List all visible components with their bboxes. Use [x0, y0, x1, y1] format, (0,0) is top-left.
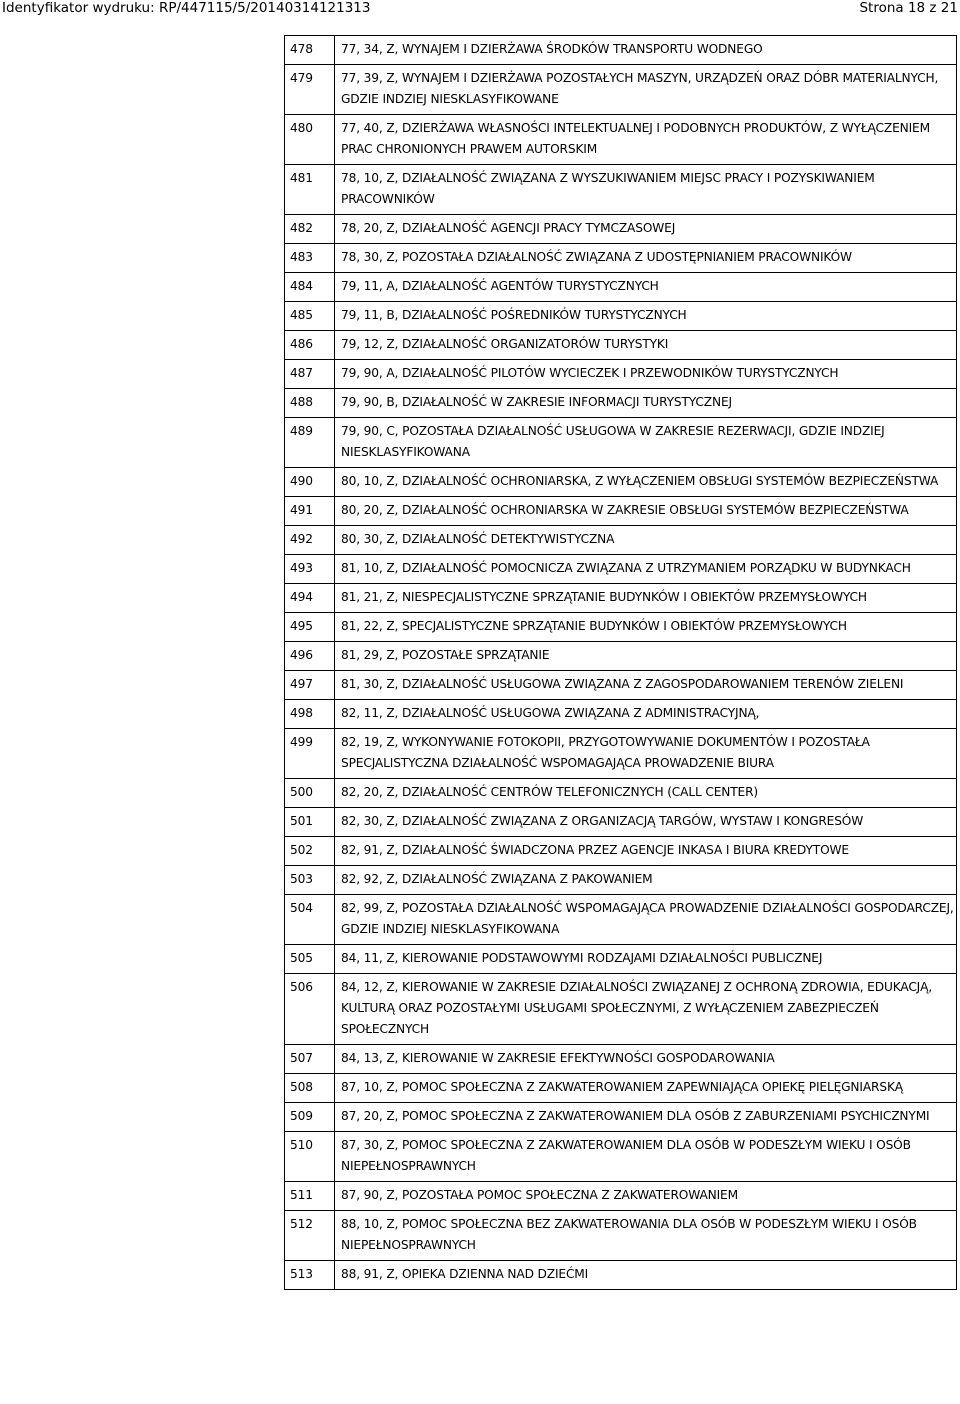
print-identifier: [2, 0, 371, 16]
row-description: 87, 20, Z, POMOC SPOŁECZNA Z ZAKWATEROWANIEM DLA OSÓB Z ZABURZENIAMI PSYCHICZNYMI: [335, 1103, 957, 1132]
table-row: [285, 36, 957, 65]
row-description: 78, 10, Z, DZIAŁALNOŚĆ ZWIĄZANA Z WYSZUKIWANIEM MIEJSC PRACY I POZYSKIWANIEM PRACOWNIKÓW: [335, 165, 957, 215]
table-row: [285, 945, 957, 974]
table-row: [285, 671, 957, 700]
table-row: [285, 1045, 957, 1074]
row-number: 509: [285, 1103, 335, 1132]
row-description: 87, 90, Z, POZOSTAŁA POMOC SPOŁECZNA Z ZAKWATEROWANIEM: [335, 1182, 957, 1211]
row-number: 491: [285, 497, 335, 526]
page-number: [859, 0, 958, 16]
table-row: [285, 526, 957, 555]
row-number: 500: [285, 779, 335, 808]
row-number: 504: [285, 895, 335, 945]
row-number: 496: [285, 642, 335, 671]
row-description: 87, 30, Z, POMOC SPOŁECZNA Z ZAKWATEROWANIEM DLA OSÓB W PODESZŁYM WIEKU I OSÓB NIEPEŁNOSPRAWNYCH: [335, 1132, 957, 1182]
table-row: [285, 1182, 957, 1211]
row-number: 495: [285, 613, 335, 642]
row-description: 87, 10, Z, POMOC SPOŁECZNA Z ZAKWATEROWANIEM ZAPEWNIAJĄCA OPIEKĘ PIELĘGNIARSKĄ: [335, 1074, 957, 1103]
row-description: 88, 10, Z, POMOC SPOŁECZNA BEZ ZAKWATEROWANIA DLA OSÓB W PODESZŁYM WIEKU I OSÓB NIEPEŁNOSPRAWNYCH: [335, 1211, 957, 1261]
table-row: [285, 729, 957, 779]
table-row: [285, 1074, 957, 1103]
row-description: 84, 11, Z, KIEROWANIE PODSTAWOWYMI RODZAJAMI DZIAŁALNOŚCI PUBLICZNEJ: [335, 945, 957, 974]
row-number: 486: [285, 331, 335, 360]
row-number: 512: [285, 1211, 335, 1261]
page-header: [0, 0, 960, 20]
row-number: 494: [285, 584, 335, 613]
row-number: 505: [285, 945, 335, 974]
row-description: 84, 13, Z, KIEROWANIE W ZAKRESIE EFEKTYWNOŚCI GOSPODAROWANIA: [335, 1045, 957, 1074]
row-description: 82, 92, Z, DZIAŁALNOŚĆ ZWIĄZANA Z PAKOWANIEM: [335, 866, 957, 895]
row-description: 88, 91, Z, OPIEKA DZIENNA NAD DZIEĆMI: [335, 1261, 957, 1290]
table-row: [285, 1132, 957, 1182]
row-number: 481: [285, 165, 335, 215]
table-row: [285, 115, 957, 165]
row-description: 79, 90, C, POZOSTAŁA DZIAŁALNOŚĆ USŁUGOWA W ZAKRESIE REZERWACJI, GDZIE INDZIEJ NIESKLASYFIKOWANA: [335, 418, 957, 468]
table-row: [285, 165, 957, 215]
table-row: [285, 215, 957, 244]
row-description: 78, 20, Z, DZIAŁALNOŚĆ AGENCJI PRACY TYMCZASOWEJ: [335, 215, 957, 244]
table-row: [285, 389, 957, 418]
row-description: 79, 11, B, DZIAŁALNOŚĆ POŚREDNIKÓW TURYSTYCZNYCH: [335, 302, 957, 331]
row-number: 480: [285, 115, 335, 165]
row-description: 82, 20, Z, DZIAŁALNOŚĆ CENTRÓW TELEFONICZNYCH (CALL CENTER): [335, 779, 957, 808]
row-description: 80, 10, Z, DZIAŁALNOŚĆ OCHRONIARSKA, Z WYŁĄCZENIEM OBSŁUGI SYSTEMÓW BEZPIECZEŃSTWA: [335, 468, 957, 497]
row-description: 79, 90, B, DZIAŁALNOŚĆ W ZAKRESIE INFORMACJI TURYSTYCZNEJ: [335, 389, 957, 418]
table-row: [285, 65, 957, 115]
table-row: [285, 302, 957, 331]
row-number: 482: [285, 215, 335, 244]
table-row: [285, 497, 957, 526]
row-description: 79, 11, A, DZIAŁALNOŚĆ AGENTÓW TURYSTYCZNYCH: [335, 273, 957, 302]
row-description: 82, 99, Z, POZOSTAŁA DZIAŁALNOŚĆ WSPOMAGAJĄCA PROWADZENIE DZIAŁALNOŚCI GOSPODARCZEJ, GDZIE INDZIEJ NIESKLASYFIKOWANA: [335, 895, 957, 945]
table-row: [285, 584, 957, 613]
page-number-text: Strona 18 z 21: [859, 0, 958, 16]
row-number: 508: [285, 1074, 335, 1103]
row-number: 502: [285, 837, 335, 866]
table-row: [285, 779, 957, 808]
row-description: 81, 29, Z, POZOSTAŁE SPRZĄTANIE: [335, 642, 957, 671]
table-row: [285, 1211, 957, 1261]
table-row: [285, 555, 957, 584]
row-description: 77, 40, Z, DZIERŻAWA WŁASNOŚCI INTELEKTUALNEJ I PODOBNYCH PRODUKTÓW, Z WYŁĄCZENIEM PRAC CHRONIONYCH PRAWEM AUTORSKIM: [335, 115, 957, 165]
row-number: 489: [285, 418, 335, 468]
table-row: [285, 837, 957, 866]
table-row: [285, 808, 957, 837]
table-row: [285, 1261, 957, 1290]
table-row: [285, 331, 957, 360]
row-number: 484: [285, 273, 335, 302]
row-number: 498: [285, 700, 335, 729]
row-description: 77, 34, Z, WYNAJEM I DZIERŻAWA ŚRODKÓW TRANSPORTU WODNEGO: [335, 36, 957, 65]
row-description: 82, 11, Z, DZIAŁALNOŚĆ USŁUGOWA ZWIĄZANA Z ADMINISTRACYJNĄ,: [335, 700, 957, 729]
row-number: 510: [285, 1132, 335, 1182]
row-description: 79, 90, A, DZIAŁALNOŚĆ PILOTÓW WYCIECZEK I PRZEWODNIKÓW TURYSTYCZNYCH: [335, 360, 957, 389]
pkd-table: [284, 35, 957, 1290]
row-number: 488: [285, 389, 335, 418]
table-row: [285, 468, 957, 497]
row-number: 497: [285, 671, 335, 700]
row-number: 492: [285, 526, 335, 555]
row-number: 493: [285, 555, 335, 584]
table-row: [285, 418, 957, 468]
row-description: 81, 22, Z, SPECJALISTYCZNE SPRZĄTANIE BUDYNKÓW I OBIEKTÓW PRZEMYSŁOWYCH: [335, 613, 957, 642]
row-description: 80, 30, Z, DZIAŁALNOŚĆ DETEKTYWISTYCZNA: [335, 526, 957, 555]
table-row: [285, 1103, 957, 1132]
table-row: [285, 642, 957, 671]
row-number: 513: [285, 1261, 335, 1290]
row-number: 507: [285, 1045, 335, 1074]
row-number: 483: [285, 244, 335, 273]
row-description: 81, 30, Z, DZIAŁALNOŚĆ USŁUGOWA ZWIĄZANA Z ZAGOSPODAROWANIEM TERENÓW ZIELENI: [335, 671, 957, 700]
row-description: 81, 10, Z, DZIAŁALNOŚĆ POMOCNICZA ZWIĄZANA Z UTRZYMANIEM PORZĄDKU W BUDYNKACH: [335, 555, 957, 584]
table-row: [285, 895, 957, 945]
row-number: 506: [285, 974, 335, 1045]
pkd-table-body: [285, 36, 957, 1290]
row-description: 82, 19, Z, WYKONYWANIE FOTOKOPII, PRZYGOTOWYWANIE DOKUMENTÓW I POZOSTAŁA SPECJALISTYCZNA DZIAŁALNOŚĆ WSPOMAGAJĄCA PROWADZENIE BIURA: [335, 729, 957, 779]
row-number: 478: [285, 36, 335, 65]
row-number: 501: [285, 808, 335, 837]
table-row: [285, 360, 957, 389]
print-identifier-text: Identyfikator wydruku: RP/447115/5/20140314121313: [2, 0, 371, 16]
row-number: 487: [285, 360, 335, 389]
row-number: 485: [285, 302, 335, 331]
table-row: [285, 613, 957, 642]
row-description: 79, 12, Z, DZIAŁALNOŚĆ ORGANIZATORÓW TURYSTYKI: [335, 331, 957, 360]
table-row: [285, 700, 957, 729]
row-description: 84, 12, Z, KIEROWANIE W ZAKRESIE DZIAŁALNOŚCI ZWIĄZANEJ Z OCHRONĄ ZDROWIA, EDUKACJĄ, KULTURĄ ORAZ POZOSTAŁYMI USŁUGAMI SPOŁECZNYMI, Z WYŁĄCZENIEM ZABEZPIECZEŃ SPOŁECZNYCH: [335, 974, 957, 1045]
row-description: 78, 30, Z, POZOSTAŁA DZIAŁALNOŚĆ ZWIĄZANA Z UDOSTĘPNIANIEM PRACOWNIKÓW: [335, 244, 957, 273]
row-description: 82, 30, Z, DZIAŁALNOŚĆ ZWIĄZANA Z ORGANIZACJĄ TARGÓW, WYSTAW I KONGRESÓW: [335, 808, 957, 837]
row-number: 503: [285, 866, 335, 895]
table-row: [285, 244, 957, 273]
table-row: [285, 974, 957, 1045]
table-row: [285, 866, 957, 895]
table-row: [285, 273, 957, 302]
row-number: 490: [285, 468, 335, 497]
row-description: 77, 39, Z, WYNAJEM I DZIERŻAWA POZOSTAŁYCH MASZYN, URZĄDZEŃ ORAZ DÓBR MATERIALNYCH, GDZIE INDZIEJ NIESKLASYFIKOWANE: [335, 65, 957, 115]
row-description: 81, 21, Z, NIESPECJALISTYCZNE SPRZĄTANIE BUDYNKÓW I OBIEKTÓW PRZEMYSŁOWYCH: [335, 584, 957, 613]
row-description: 80, 20, Z, DZIAŁALNOŚĆ OCHRONIARSKA W ZAKRESIE OBSŁUGI SYSTEMÓW BEZPIECZEŃSTWA: [335, 497, 957, 526]
row-number: 479: [285, 65, 335, 115]
row-number: 499: [285, 729, 335, 779]
row-description: 82, 91, Z, DZIAŁALNOŚĆ ŚWIADCZONA PRZEZ AGENCJE INKASA I BIURA KREDYTOWE: [335, 837, 957, 866]
row-number: 511: [285, 1182, 335, 1211]
